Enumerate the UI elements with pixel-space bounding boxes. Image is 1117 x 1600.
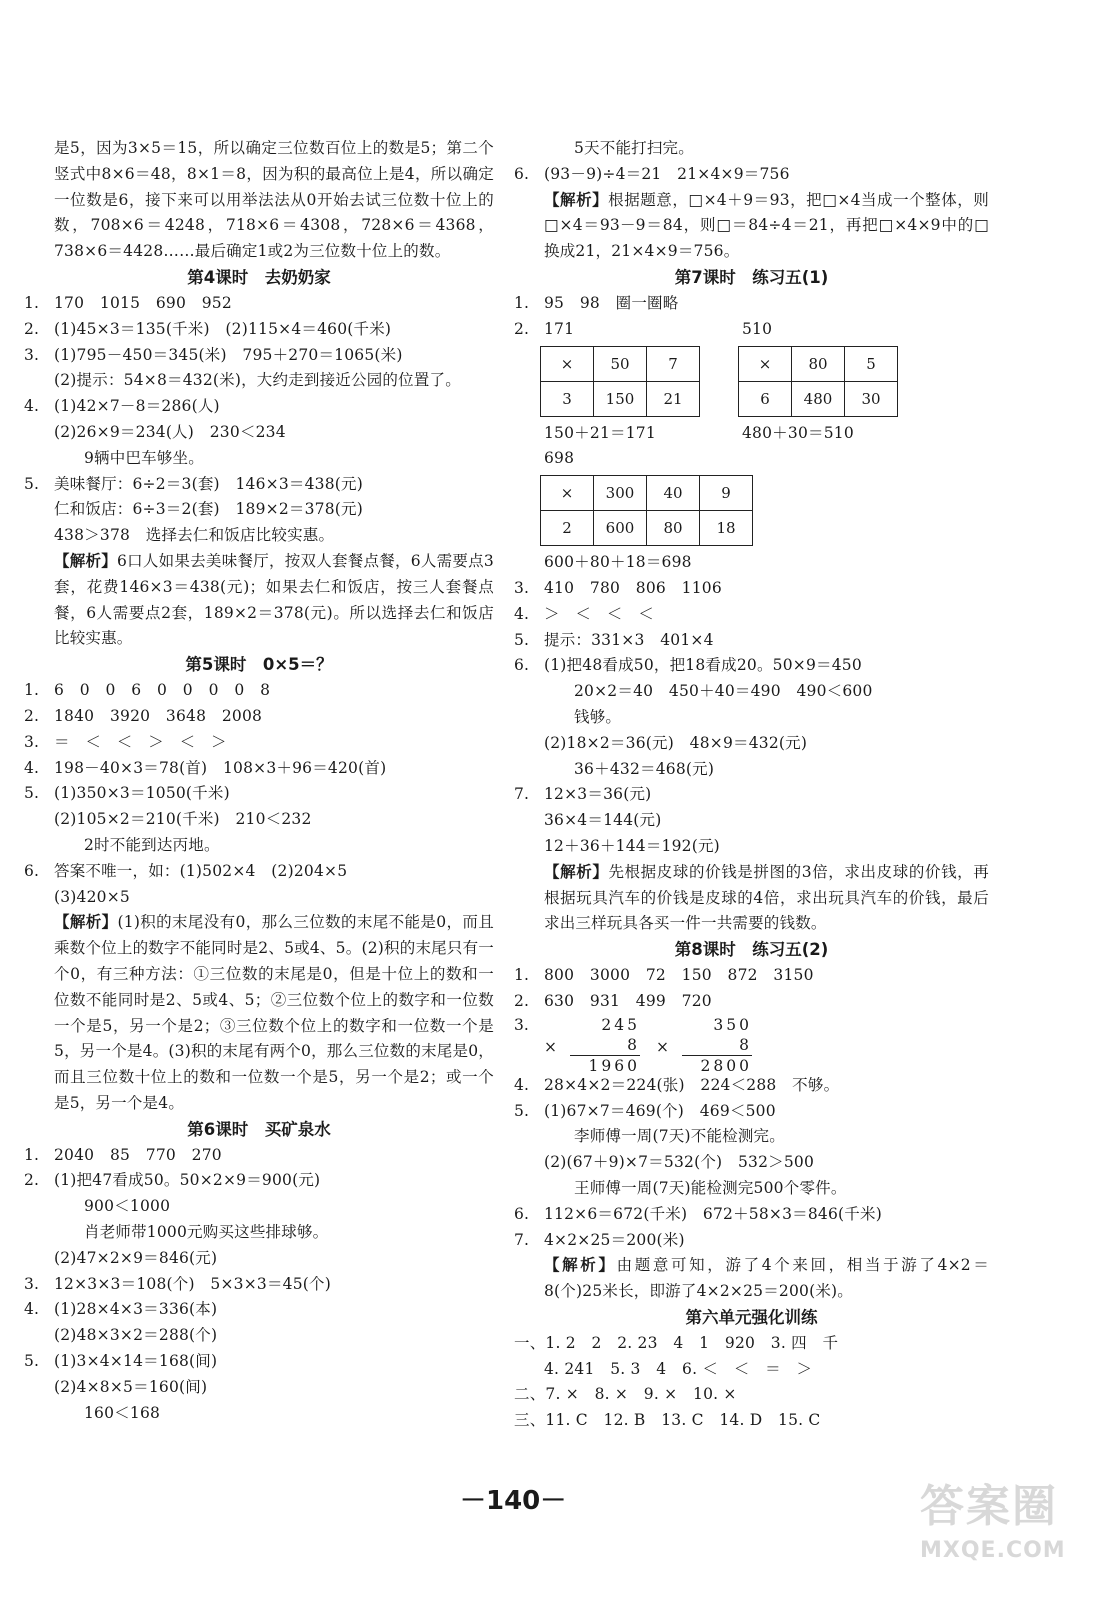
table-top-value: 171 xyxy=(544,319,575,338)
item-number: 4. xyxy=(24,758,40,777)
answer-text: (2)提示：54×8＝432(米)，大约走到接近公园的位置了。 xyxy=(54,371,461,390)
paragraph xyxy=(514,188,989,265)
answer-text: 提示：331×3 401×4 xyxy=(544,630,714,649)
table-row xyxy=(541,476,753,511)
table-cell: 50 xyxy=(594,346,647,381)
answer-line xyxy=(514,963,989,989)
answer-text: 4. 241 5. 3 4 6. ＜ ＜ ＝ ＞ xyxy=(544,1359,813,1378)
answer-line xyxy=(514,1124,989,1150)
answer-line xyxy=(24,1349,494,1375)
section-heading: 第7课时 练习五(1) xyxy=(674,267,829,287)
table-cell: 80 xyxy=(647,511,700,546)
answer-line xyxy=(514,576,989,602)
analysis-tag: 【解析】 xyxy=(544,1256,617,1275)
answer-text: 仁和饭店：6÷3＝2(套) 189×2＝378(元) xyxy=(54,500,363,519)
left-column xyxy=(24,136,494,1426)
multiplier: 8 xyxy=(739,1035,752,1054)
answer-text: (2)4×8×5＝160(间) xyxy=(54,1377,208,1396)
table-cell: 150 xyxy=(594,381,647,416)
multiply-sign: × xyxy=(544,1037,557,1056)
table-pair xyxy=(514,317,989,447)
table-cell: × xyxy=(541,476,594,511)
item-number: 3. xyxy=(24,732,40,751)
answer-line xyxy=(514,808,989,834)
answer-text: (1)795－450＝345(米) 795＋270＝1065(米) xyxy=(54,345,403,364)
answer-line xyxy=(24,1246,494,1272)
vertical-calculation xyxy=(544,1015,656,1076)
answer-line xyxy=(24,704,494,730)
answer-line xyxy=(514,136,989,162)
answer-text: (1)42×7－8＝286(人) xyxy=(54,397,220,416)
answer-line xyxy=(24,1375,494,1401)
answer-text: 答案不唯一，如：(1)502×4 (2)204×5 xyxy=(54,861,348,880)
answer-text: 438＞378 选择去仁和饭店比较实惠。 xyxy=(54,526,335,545)
answer-text: 900＜1000 xyxy=(84,1197,171,1216)
item-number: 4. xyxy=(24,397,40,416)
section-heading: 第6课时 买矿泉水 xyxy=(187,1119,331,1139)
answer-text: 美味餐厅：6÷2＝3(套) 146×3＝438(元) xyxy=(54,474,363,493)
answer-line xyxy=(514,782,989,808)
paragraph-text: 先根据皮球的价钱是拼图的3倍，求出皮球的价钱，再根据玩具汽车的价钱是皮球的4倍，求出玩具汽车的价钱，最后求出三样玩具各买一件一共需要的钱数。 xyxy=(544,862,989,933)
answer-text: 410 780 806 1106 xyxy=(544,578,722,597)
section-heading: 第8课时 练习五(2) xyxy=(674,940,829,960)
answer-text: 6 0 0 6 0 0 0 0 8 xyxy=(54,681,271,700)
answer-text: 9辆中巴车够坐。 xyxy=(84,448,204,467)
item-number: 5. xyxy=(24,1352,40,1371)
product: 2800 xyxy=(682,1055,752,1076)
answer-line xyxy=(514,291,989,317)
item-number: 4. xyxy=(24,1300,40,1319)
answer-line xyxy=(514,1382,989,1408)
answer-line xyxy=(24,1194,494,1220)
item-number: 5. xyxy=(24,784,40,803)
analysis-tag: 【解析】 xyxy=(544,190,609,209)
item-number: 3. xyxy=(514,578,530,597)
answer-line xyxy=(24,1323,494,1349)
answer-text: ＝ ＜ ＜ ＞ ＜ ＞ xyxy=(54,732,227,751)
paragraph-text: 是5，因为3×5＝15，所以确定三位数百位上的数是5；第二个竖式中8×6＝48，8×1＝8，因为积的最高位上是4，所以确定一位数是6，接下来可以用举法法从0开始去试三位数十位上的数，708×6＝4248，718×6＝4308，728×6＝4368，738×6＝4428……最后确定1或2为三位数十位上的数。 xyxy=(54,139,494,261)
table-cell: 21 xyxy=(647,381,700,416)
vertical-calculations xyxy=(514,1015,989,1073)
answer-text: (2)47×2×9＝846(元) xyxy=(54,1248,218,1267)
answer-line xyxy=(24,446,494,472)
table-row xyxy=(541,381,700,416)
answer-text: 36＋432＝468(元) xyxy=(574,759,715,778)
watermark-url: MXQE.COM xyxy=(920,1538,1066,1563)
answer-line xyxy=(514,1099,989,1125)
answer-line xyxy=(24,472,494,498)
analysis-tag: 【解析】 xyxy=(544,862,609,881)
watermark-text: 答案圈 xyxy=(920,1481,1058,1532)
item-number: 5. xyxy=(514,1101,530,1120)
paragraph xyxy=(514,1253,989,1305)
answer-text: 170 1015 690 952 xyxy=(54,293,232,312)
table-group xyxy=(712,317,910,447)
answer-line xyxy=(24,523,494,549)
table-cell: 2 xyxy=(541,511,594,546)
table-row xyxy=(541,511,753,546)
answer-line xyxy=(514,1176,989,1202)
item-number: 4. xyxy=(514,1075,530,1094)
paragraph-text: (1)积的末尾没有0，那么三位数的末尾不能是0，而且乘数个位上的数字不能同时是2、5或4、5。(2)积的末尾只有一个0，有三种方法：①三位数的末尾是0，但是十位上的数和一位数不能同时是2、5或4、5；②三位数个位上的数字和一位数一个是5，另一个是2；③三位数个位上的数字和一位数一个是5，另一个是4。(3)积的末尾有两个0，那么三位数的末尾是0，而且三位数十位上的数和一位数一个是5，另一个是2；或一个是5，另一个是4。 xyxy=(54,913,494,1112)
section-heading: 第六单元强化训练 xyxy=(685,1307,818,1327)
answer-line xyxy=(24,859,494,885)
item-number: 6. xyxy=(514,656,530,675)
table-group xyxy=(514,317,712,447)
answer-line xyxy=(514,1357,989,1383)
answer-text: (1)把47看成50。50×2×9＝900(元) xyxy=(54,1171,321,1190)
answer-line xyxy=(24,420,494,446)
answer-line xyxy=(24,730,494,756)
answer-text: 李师傅一周(7天)不能检测完。 xyxy=(574,1127,785,1146)
answer-text: 36×4＝144(元) xyxy=(544,811,662,830)
answer-line xyxy=(514,834,989,860)
multiplication-table xyxy=(540,475,753,546)
answer-text: (2)105×2＝210(千米) 210＜232 xyxy=(54,810,312,829)
answer-line xyxy=(514,1150,989,1176)
answer-line xyxy=(514,162,989,188)
table-cell: 9 xyxy=(700,476,753,511)
table-cell: 40 xyxy=(647,476,700,511)
answer-line xyxy=(24,1272,494,1298)
table-cell: 80 xyxy=(792,346,845,381)
table-cell: 6 xyxy=(739,381,792,416)
answer-line xyxy=(514,989,989,1015)
item-number: 2. xyxy=(514,319,530,338)
vertical-calculation xyxy=(656,1015,768,1076)
answer-line xyxy=(24,885,494,911)
answer-text: (1)67×7＝469(个) 469＜500 xyxy=(544,1101,776,1120)
item-number: 2. xyxy=(514,991,530,1010)
item-number: 2. xyxy=(24,319,40,338)
answer-line xyxy=(514,679,989,705)
vertical-stack xyxy=(682,1015,752,1076)
product: 1960 xyxy=(570,1055,640,1076)
table-cell: 480 xyxy=(792,381,845,416)
table-result: 600＋80＋18＝698 xyxy=(544,553,692,572)
answer-text: 三、11. C 12. B 13. C 14. D 15. C xyxy=(514,1411,821,1430)
item-number: 3. xyxy=(24,345,40,364)
table-label xyxy=(514,317,712,343)
paragraph xyxy=(24,910,494,1116)
paragraph-text: 由题意可知，游了4个来回，相当于游了4×2＝8(个)25米长，即游了4×2×25＝200(米)。 xyxy=(544,1256,989,1301)
answer-text: 12×3＝36(元) xyxy=(544,785,652,804)
page-number: －140－ xyxy=(460,1486,567,1516)
answer-line xyxy=(24,317,494,343)
multiplication-table xyxy=(738,346,898,417)
answer-text: 12×3×3＝108(个) 5×3×3＝45(个) xyxy=(54,1274,331,1293)
answer-text: (2)18×2＝36(元) 48×9＝432(元) xyxy=(544,733,808,752)
paragraph xyxy=(514,860,989,937)
answer-line xyxy=(514,602,989,628)
answer-text: 2040 85 770 270 xyxy=(54,1145,222,1164)
answer-text: (1)3×4×14＝168(间) xyxy=(54,1352,218,1371)
answer-line xyxy=(514,731,989,757)
answer-text: (1)把48看成50，把18看成20。50×9＝450 xyxy=(544,656,862,675)
answer-text: 二、7. × 8. × 9. × 10. × xyxy=(514,1385,737,1404)
item-number: 1. xyxy=(514,966,530,985)
answer-text: (2)26×9＝234(人) 230＜234 xyxy=(54,422,286,441)
paragraph xyxy=(24,549,494,652)
answer-text: ＞ ＜ ＜ ＜ xyxy=(544,604,654,623)
answer-text: 5天不能打扫完。 xyxy=(574,139,694,157)
item-number: 1. xyxy=(24,1145,40,1164)
answer-line xyxy=(514,1228,989,1254)
answer-line xyxy=(24,368,494,394)
item-number: 1. xyxy=(24,681,40,700)
answer-text: 28×4×2＝224(张) 224＜288 不够。 xyxy=(544,1075,840,1094)
answer-line xyxy=(24,807,494,833)
answer-text: (2)48×3×2＝288(个) xyxy=(54,1326,218,1345)
item-number: 3. xyxy=(24,1274,40,1293)
answer-text: 1840 3920 3648 2008 xyxy=(54,706,263,725)
answer-line xyxy=(24,678,494,704)
answer-line xyxy=(514,1202,989,1228)
table-cell: × xyxy=(739,346,792,381)
table-cell: 300 xyxy=(594,476,647,511)
table-label: 698 xyxy=(544,449,575,468)
item-number: 6. xyxy=(514,1204,530,1223)
item-number: 5. xyxy=(24,474,40,493)
item-number: 7. xyxy=(514,1230,530,1249)
answer-line xyxy=(24,1168,494,1194)
table-result: 150＋21＝171 xyxy=(544,423,656,442)
answer-text: 4×2×25＝200(米) xyxy=(544,1230,685,1249)
answer-line xyxy=(514,705,989,731)
vertical-stack xyxy=(570,1015,640,1076)
table-cell: 5 xyxy=(845,346,898,381)
item-number: 3. xyxy=(514,1015,529,1034)
table-cell: 18 xyxy=(700,511,753,546)
paragraph xyxy=(24,136,494,265)
table-cell: 30 xyxy=(845,381,898,416)
answer-text: (1)28×4×3＝336(本) xyxy=(54,1300,218,1319)
answer-text: 王师傅一周(7天)能检测完500个零件。 xyxy=(574,1178,847,1197)
answer-line xyxy=(514,1073,989,1099)
item-number: 2. xyxy=(24,1171,40,1190)
table-result: 480＋30＝510 xyxy=(742,423,854,442)
table-row xyxy=(739,381,898,416)
answer-text: 2时不能到达丙地。 xyxy=(84,835,220,854)
answer-line xyxy=(24,497,494,523)
item-number: 6. xyxy=(24,861,40,880)
table-cell: × xyxy=(541,346,594,381)
multiplier: 8 xyxy=(627,1035,640,1054)
answer-text: 630 931 499 720 xyxy=(544,991,712,1010)
answer-text: 肖老师带1000元购买这些排球够。 xyxy=(84,1223,329,1242)
item-number: 7. xyxy=(514,785,530,804)
answer-text: (1)350×3＝1050(千米) xyxy=(54,784,230,803)
item-number: 1. xyxy=(24,293,40,312)
answer-line xyxy=(514,653,989,679)
answer-line xyxy=(24,343,494,369)
item-number: 2. xyxy=(24,706,40,725)
table-label xyxy=(712,317,910,343)
answer-text: 160＜168 xyxy=(84,1403,161,1422)
item-number: 4. xyxy=(514,604,530,623)
answer-text: (2)(67＋9)×7＝532(个) 532＞500 xyxy=(544,1153,815,1172)
item-number: 5. xyxy=(514,630,530,649)
table-cell: 7 xyxy=(647,346,700,381)
table-row xyxy=(541,346,700,381)
answer-line xyxy=(24,756,494,782)
analysis-tag: 【解析】 xyxy=(54,551,118,570)
multiplicand: 350 xyxy=(713,1015,752,1034)
answer-line xyxy=(24,1143,494,1169)
answer-line xyxy=(514,757,989,783)
item-number: 1. xyxy=(514,293,530,312)
answer-line xyxy=(514,1331,989,1357)
answer-line xyxy=(24,394,494,420)
answer-line xyxy=(24,781,494,807)
answer-line xyxy=(514,1408,989,1434)
answer-text: 钱够。 xyxy=(574,707,622,726)
answer-line xyxy=(514,628,989,654)
multiplicand: 245 xyxy=(601,1015,640,1034)
multiply-sign: × xyxy=(656,1037,669,1056)
right-column xyxy=(514,136,989,1434)
answer-text: 一、1. 2 2 2. 23 4 1 920 3. 四 千 xyxy=(514,1333,839,1352)
section-heading: 第5课时 0×5＝？ xyxy=(185,655,333,675)
table-top-value: 510 xyxy=(742,319,773,338)
paragraph-text: 根据题意，□×4＋9＝93，把□×4当成一个整体，则□×4＝93－9＝84，则□＝84÷4＝21，再把□×4×9中的□换成21，21×4×9＝756。 xyxy=(544,190,989,261)
answer-text: (93－9)÷4＝21 21×4×9＝756 xyxy=(544,164,790,183)
answer-text: (3)420×5 xyxy=(54,887,130,906)
answer-text: 198－40×3＝78(首) 108×3＋96＝420(首) xyxy=(54,758,387,777)
answer-line xyxy=(24,1401,494,1427)
table-row xyxy=(739,346,898,381)
answer-text: 12＋36＋144＝192(元) xyxy=(544,836,720,855)
section-heading: 第4课时 去奶奶家 xyxy=(187,267,331,287)
answer-text: 20×2＝40 450＋40＝490 490＜600 xyxy=(574,682,873,701)
answer-text: (1)45×3＝135(千米) (2)115×4＝460(千米) xyxy=(54,319,392,338)
paragraph-text: 6口人如果去美味餐厅，按双人套餐点餐，6人需要点3套，花费146×3＝438(元)；如果去仁和饭店，按三人套餐点餐，6人需要点2套，189×2＝378(元)。所以选择去仁和饭店比较实惠。 xyxy=(54,551,494,648)
multiplication-table xyxy=(540,346,700,417)
answer-line xyxy=(24,833,494,859)
table-cell: 3 xyxy=(541,381,594,416)
answer-line xyxy=(24,1297,494,1323)
answer-text: 95 98 圈一圈略 xyxy=(544,293,679,312)
analysis-tag: 【解析】 xyxy=(54,913,118,932)
answer-text: 800 3000 72 150 872 3150 xyxy=(544,966,814,985)
answer-line xyxy=(24,291,494,317)
answer-line xyxy=(24,1220,494,1246)
table-cell: 600 xyxy=(594,511,647,546)
item-number: 6. xyxy=(514,164,530,183)
watermark-logo xyxy=(920,1470,1100,1590)
answer-text: 112×6＝672(千米) 672＋58×3＝846(千米) xyxy=(544,1204,882,1223)
